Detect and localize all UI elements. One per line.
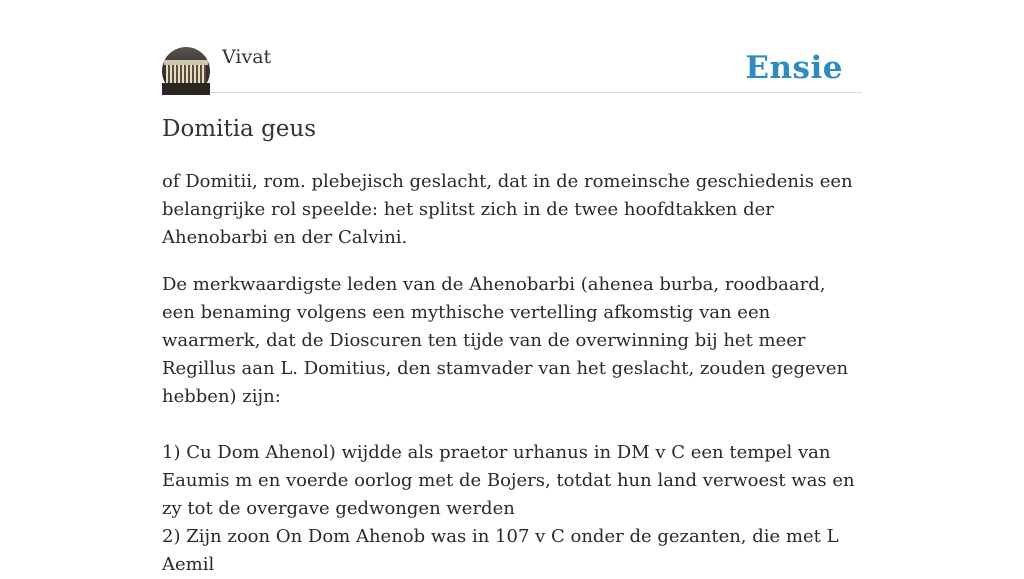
article-body [162, 168, 862, 579]
author-avatar[interactable] [162, 47, 210, 95]
numbered-list [162, 439, 862, 579]
list-item: 2) Zijn zoon On Dom Ahenob was in 107 v C onder de gezanten, die met L Aemil [162, 526, 839, 575]
brand-logo[interactable]: Ensie [745, 50, 843, 86]
building-base [162, 83, 210, 95]
paragraph: De merkwaardigste leden van de Ahenobarbi (ahenea burba, roodbaard, een benaming volgens een mythische vertelling afkomstig van een waarmerk, dat de Dioscuren ten tijde van de overwinning bij het meer Regillus aan L. Domitius, den stamvader van het geslacht, zouden gegeven hebben) zijn: [162, 274, 849, 407]
building-columns-icon [166, 65, 206, 83]
article-container [162, 0, 862, 575]
article-title: Domitia geus [162, 116, 317, 142]
author-name[interactable]: Vivat [222, 46, 272, 68]
list-item: 1) Cu Dom Ahenol) wijdde als praetor urhanus in DM v C een tempel van Eaumis m en voerde oorlog met de Bojers, totdat hun land verwoest was en zy tot de overgave gedwongen werden [162, 442, 855, 519]
paragraph: of Domitii, rom. plebejisch geslacht, dat in de romeinsche geschiedenis een belangrijke rol speelde: het splitst zich in de twee hoofdtakken der Ahenobarbi en der Calvini. [162, 171, 853, 248]
page-header [162, 0, 862, 93]
